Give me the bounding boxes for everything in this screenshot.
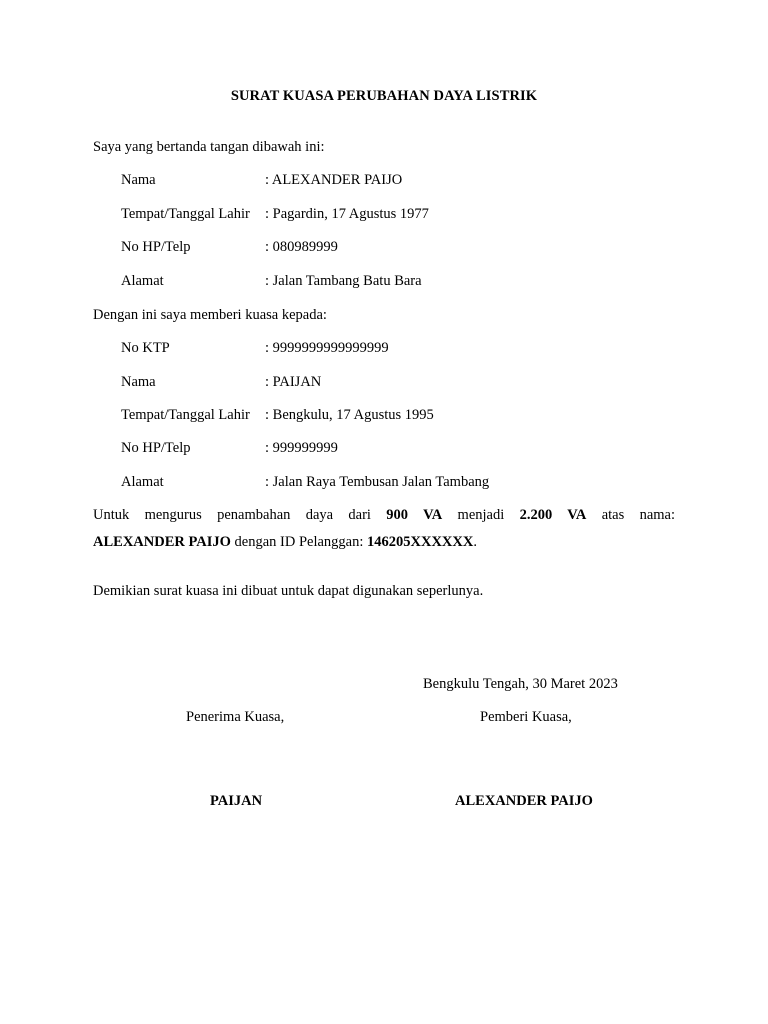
grantor-address-label: Alamat xyxy=(121,273,164,289)
grantor-phone-label: No HP/Telp xyxy=(121,239,191,255)
purpose-text-1: Untuk mengurus penambahan daya dari xyxy=(93,507,387,523)
giver-name: ALEXANDER PAIJO xyxy=(455,793,593,809)
receiver-name: PAIJAN xyxy=(210,793,263,809)
giver-label: Pemberi Kuasa, xyxy=(480,709,572,725)
grantor-name-value: : ALEXANDER PAIJO xyxy=(265,172,403,188)
power-from: 900 VA xyxy=(386,507,443,523)
purpose-line-2 xyxy=(93,529,675,556)
purpose-text-5: . xyxy=(473,534,477,550)
closing-text: Demikian surat kuasa ini dibuat untuk dapat digunakan seperlunya. xyxy=(93,583,484,599)
purpose-text-4: dengan ID Pelanggan: xyxy=(230,534,368,550)
grantee-phone-value: : 999999999 xyxy=(265,440,338,456)
intro-text: Saya yang bertanda tangan dibawah ini: xyxy=(93,139,325,155)
purpose-paragraph xyxy=(93,502,675,556)
purpose-text-2: menjadi xyxy=(442,507,520,523)
power-to: 2.200 VA xyxy=(519,507,587,523)
grantee-address-label: Alamat xyxy=(121,474,164,490)
purpose-text-3: atas nama: xyxy=(586,507,675,523)
grantee-ktp-value: : 9999999999999999 xyxy=(265,340,389,356)
grantor-birth-value: : Pagardin, 17 Agustus 1977 xyxy=(265,206,429,222)
grantor-address-value: : Jalan Tambang Batu Bara xyxy=(265,273,422,289)
purpose-line-1 xyxy=(93,502,675,529)
receiver-label: Penerima Kuasa, xyxy=(186,709,285,725)
grantee-address-value: : Jalan Raya Tembusan Jalan Tambang xyxy=(265,474,490,490)
grantee-birth-value: : Bengkulu, 17 Agustus 1995 xyxy=(265,407,434,423)
grantee-phone-label: No HP/Telp xyxy=(121,440,191,456)
grantee-birth-label: Tempat/Tanggal Lahir xyxy=(121,407,250,423)
grantee-ktp-label: No KTP xyxy=(121,340,170,356)
grantor-birth-label: Tempat/Tanggal Lahir xyxy=(121,206,250,222)
grantee-name-value: : PAIJAN xyxy=(265,374,322,390)
grantor-phone-value: : 080989999 xyxy=(265,239,338,255)
grant-intro-text: Dengan ini saya memberi kuasa kepada: xyxy=(93,307,327,323)
grantee-name-label: Nama xyxy=(121,374,156,390)
customer-id: 146205XXXXXX xyxy=(367,534,474,550)
grantor-name-label: Nama xyxy=(121,172,156,188)
place-date: Bengkulu Tengah, 30 Maret 2023 xyxy=(423,676,618,692)
document-title: SURAT KUASA PERUBAHAN DAYA LISTRIK xyxy=(230,88,538,104)
account-holder-name: ALEXANDER PAIJO xyxy=(93,534,231,550)
